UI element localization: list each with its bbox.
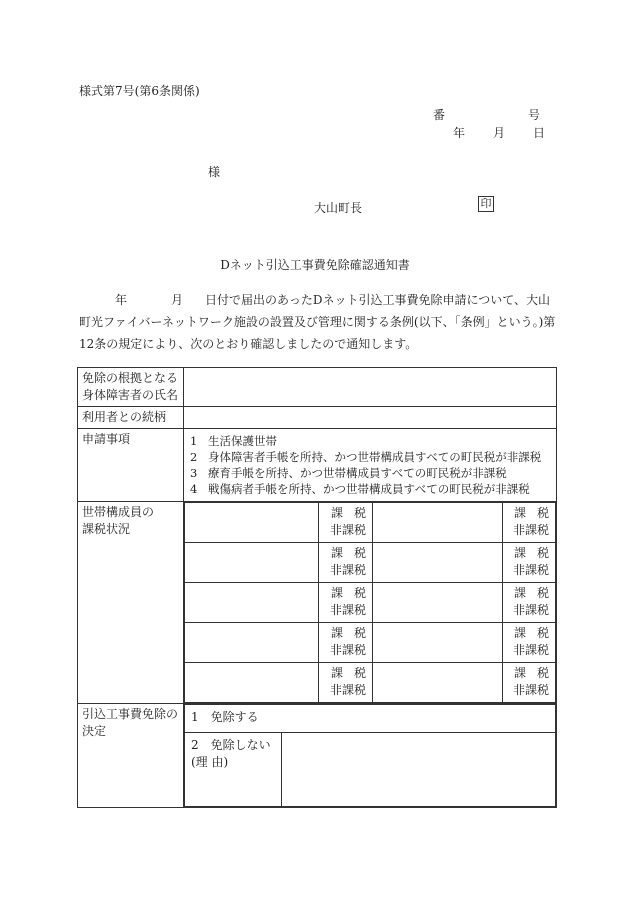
- application-item: 1 生活保護世帯: [190, 434, 277, 448]
- household-label-line1: 世帯構成員の: [82, 505, 155, 519]
- body-text: 日付で届出のあったDネット引込工事費免除申請について、大山町光ファイバーネットワーク施設の設置及び管理に関する条例(以下、「条例」という。)第12条の規定により、次のとおり確認しましたので通知します。: [79, 293, 556, 351]
- tax-status-cell: [503, 623, 560, 663]
- member-name-cell: [373, 583, 503, 623]
- name-label-line2: 身体障害者の氏名: [82, 388, 179, 402]
- tax-label: 課税: [330, 626, 377, 640]
- decision-label-line1: 引込工事費免除の: [82, 707, 179, 721]
- tax-label: 課税: [513, 506, 560, 520]
- name-value-cell: [184, 368, 557, 407]
- nontax-label: 非課税: [329, 683, 366, 697]
- application-item: 2 身体障害者手帳を所持、かつ世帯構成員すべての町民税が非課税: [190, 450, 542, 464]
- decision-grid: [184, 704, 556, 807]
- member-name-cell: [373, 623, 503, 663]
- document-number-label: 番: [433, 108, 446, 122]
- nontax-label: 非課税: [512, 523, 549, 537]
- form-number: 様式第7号(第6条関係): [79, 84, 200, 98]
- decision-label-cell: [78, 704, 184, 808]
- relation-label: 利用者との続柄: [78, 407, 184, 429]
- tax-status-cell: [503, 543, 560, 583]
- application-item: 4 戦傷病者手帳を所持、かつ世帯構成員すべての町民税が非課税: [190, 482, 530, 496]
- nontax-label: 非課税: [329, 643, 366, 657]
- seal-stamp: 印: [478, 196, 494, 212]
- tax-status-cell: [319, 543, 377, 583]
- date-day: 日: [532, 126, 545, 140]
- body-month: 月: [171, 293, 184, 307]
- tax-status-cell: [503, 503, 560, 543]
- tax-label: 課税: [513, 626, 560, 640]
- member-name-cell: [185, 583, 319, 623]
- member-name-cell: [185, 543, 319, 583]
- document-number-suffix: 号: [528, 108, 541, 122]
- nontax-label: 非課税: [512, 563, 549, 577]
- nontax-label: 非課税: [329, 563, 366, 577]
- nontax-label: 非課税: [512, 643, 549, 657]
- issue-date: [453, 124, 545, 141]
- household-member-row: [185, 543, 556, 583]
- confirmation-table: [77, 367, 560, 808]
- tax-status-cell: [319, 663, 377, 703]
- decision-option-not-exempt-cell: [185, 733, 282, 807]
- name-label-cell: [78, 368, 184, 407]
- tax-status-cell: [319, 503, 377, 543]
- nontax-label: 非課税: [512, 603, 549, 617]
- decision-option-exempt: 1 免除する: [185, 705, 556, 733]
- tax-label: 課税: [513, 586, 560, 600]
- decision-option-not-exempt: 2 免除しない: [191, 738, 271, 752]
- application-items: [184, 429, 557, 502]
- member-name-cell: [185, 623, 319, 663]
- tax-label: 課税: [513, 666, 560, 680]
- tax-label: 課税: [330, 666, 377, 680]
- decision-reason-label: (理 由): [191, 755, 229, 769]
- tax-status-cell: [503, 663, 560, 703]
- name-label-line1: 免除の根拠となる: [82, 371, 179, 385]
- household-member-row: [185, 663, 556, 703]
- application-label: 申請事項: [78, 429, 184, 502]
- addressee: 様: [208, 165, 221, 179]
- household-member-row: [185, 583, 556, 623]
- date-month: 月: [492, 126, 505, 140]
- tax-status-cell: [319, 583, 377, 623]
- decision-label-line2: 決定: [82, 724, 107, 738]
- tax-label: 課税: [330, 506, 377, 520]
- decision-cell: [184, 704, 557, 808]
- tax-status-cell: [319, 623, 377, 663]
- member-name-cell: [373, 543, 503, 583]
- document-title: Dネット引込工事費免除確認通知書: [220, 258, 410, 272]
- household-label-cell: [78, 502, 184, 704]
- member-name-cell: [185, 663, 319, 703]
- member-name-cell: [185, 503, 319, 543]
- household-label-line2: 課税状況: [82, 522, 131, 536]
- relation-value-cell: [184, 407, 557, 429]
- nontax-label: 非課税: [512, 683, 549, 697]
- application-item: 3 療育手帳を所持、かつ世帯構成員すべての町民税が非課税: [190, 466, 507, 480]
- household-grid: [184, 502, 560, 703]
- member-name-cell: [373, 503, 503, 543]
- nontax-label: 非課税: [329, 523, 366, 537]
- member-name-cell: [373, 663, 503, 703]
- household-member-row: [185, 503, 556, 543]
- tax-status-cell: [503, 583, 560, 623]
- sender: 大山町長: [314, 201, 363, 215]
- body-paragraph: [79, 289, 561, 355]
- household-grid-cell: [184, 502, 560, 704]
- date-year: 年: [453, 126, 466, 140]
- household-member-row: [185, 623, 556, 663]
- nontax-label: 非課税: [329, 603, 366, 617]
- tax-label: 課税: [330, 546, 377, 560]
- tax-label: 課税: [330, 586, 377, 600]
- body-year: 年: [115, 293, 128, 307]
- decision-reason-cell: [282, 733, 556, 807]
- tax-label: 課税: [513, 546, 560, 560]
